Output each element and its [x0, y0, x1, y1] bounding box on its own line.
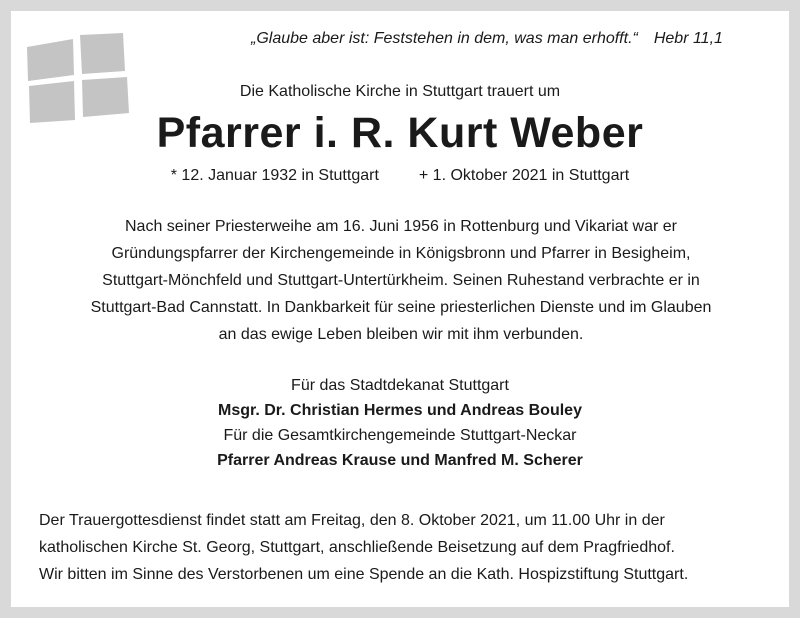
biography-line: Gründungspfarrer der Kirchengemeinde in Königsbronn und Pfarrer in Besigheim,: [111, 245, 691, 262]
biography: [81, 213, 721, 348]
quote-reference: Hebr 11,1: [653, 30, 723, 47]
quote-text: „Glaube aber ist: Feststehen in dem, was man erhofft.“: [251, 30, 638, 47]
bible-quote: [251, 30, 771, 48]
birth-date: * 12. Januar 1932 in Stuttgart: [170, 167, 379, 184]
service-line: katholischen Kirche St. Georg, Stuttgart, anschließende Beisetzung auf dem Pragfriedhof.: [39, 539, 675, 556]
biography-line: Stuttgart-Bad Cannstatt. In Dankbarkeit für seine priesterlichen Dienste und im Glauben: [90, 299, 712, 316]
service-line: Der Trauergottesdienst findet statt am Freitag, den 8. Oktober 2021, um 11.00 Uhr in der: [39, 512, 665, 529]
biography-line: an das ewige Leben bleiben wir mit ihm verbunden.: [218, 326, 584, 343]
death-date: + 1. Oktober 2021 in Stuttgart: [418, 167, 630, 184]
signer-organization: Für die Gesamtkirchengemeinde Stuttgart-Neckar: [223, 427, 577, 444]
life-dates: [11, 167, 789, 185]
biography-line: Nach seiner Priesterweihe am 16. Juni 1956 in Rottenburg und Vikariat war er: [125, 218, 677, 235]
deceased-name: Pfarrer i. R. Kurt Weber: [156, 109, 644, 157]
signers: [11, 373, 789, 473]
signer-names: Pfarrer Andreas Krause und Manfred M. Scherer: [217, 452, 583, 469]
biography-line: Stuttgart-Mönchfeld und Stuttgart-Untertürkheim. Seinen Ruhestand verbrachte er in: [102, 272, 700, 289]
service-line: Wir bitten im Sinne des Verstorbenen um eine Spende an die Kath. Hospizstiftung Stuttgart.: [39, 566, 689, 583]
signer-organization: Für das Stadtdekanat Stuttgart: [291, 377, 509, 394]
signer-names: Msgr. Dr. Christian Hermes und Andreas Bouley: [218, 402, 582, 419]
obituary-card: [11, 11, 789, 607]
funeral-service-info: [39, 507, 779, 588]
intro-text: Die Katholische Kirche in Stuttgart trauert um: [239, 83, 561, 100]
